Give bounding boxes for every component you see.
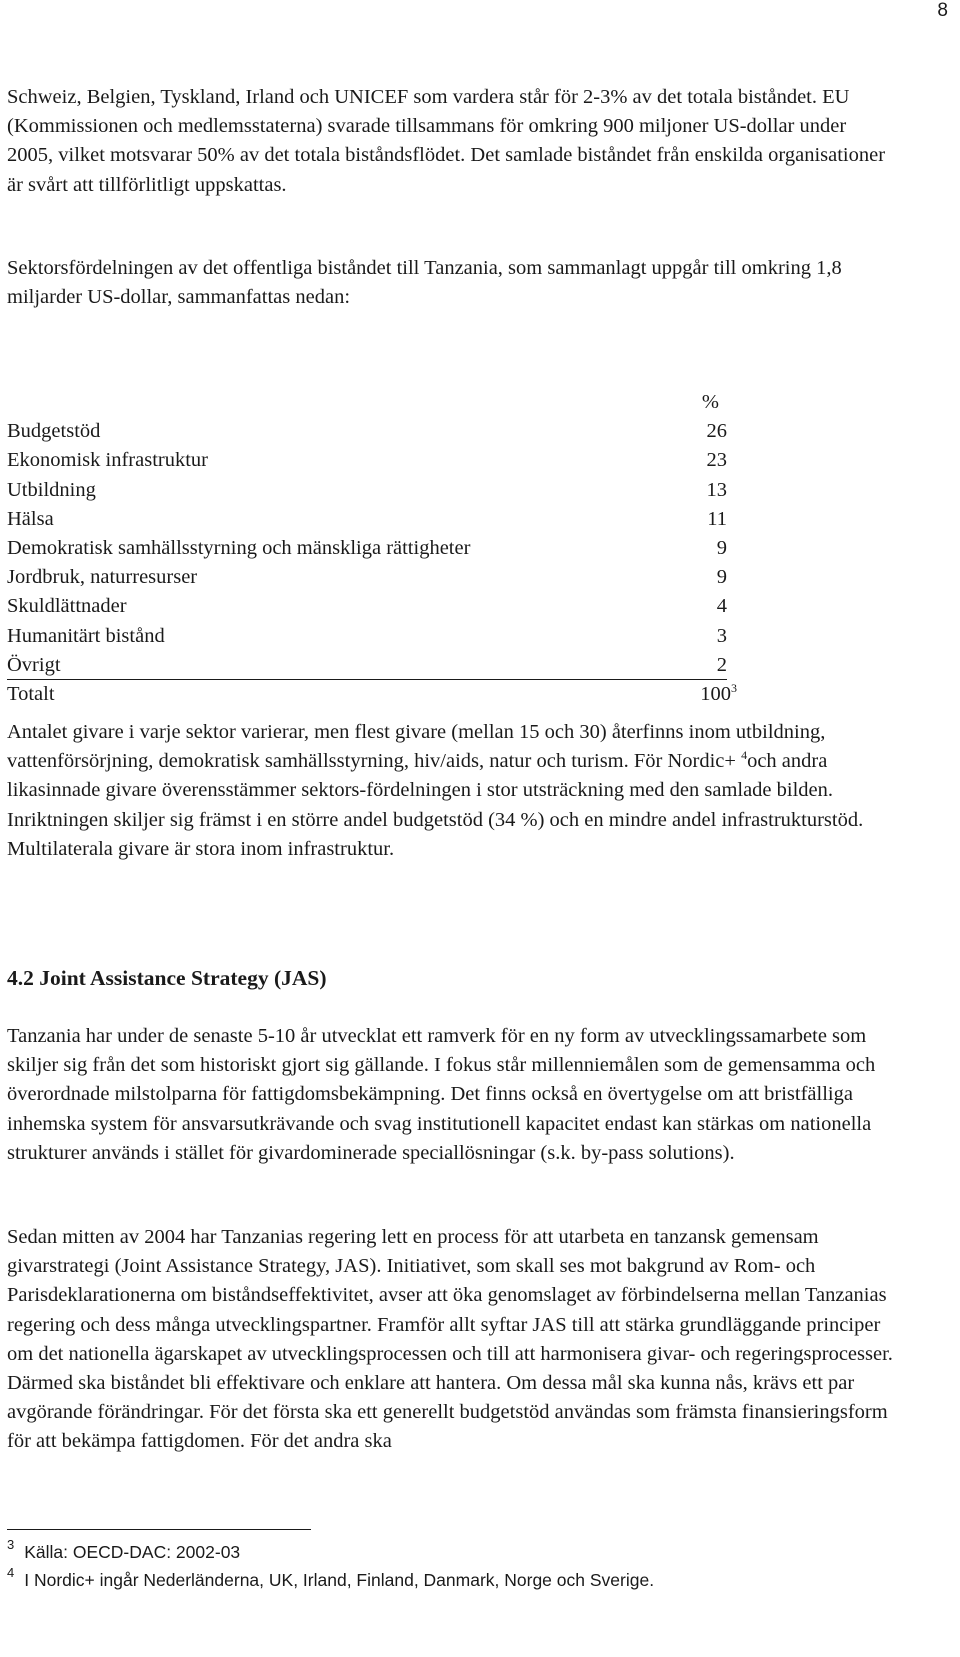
table-row (7, 476, 727, 505)
row-label: Humanitärt bistånd (7, 624, 165, 647)
paragraph-text: Antalet givare i varje sektor varierar, men flest givare (mellan 15 och 30) återfinns inom utbildning, vattenförsörjning, demokratisk samhällsstyrning, hiv/aids, natur och turism. För Nordic+ (7, 721, 826, 773)
row-value: 9 (716, 566, 727, 589)
table-row (7, 417, 727, 446)
footnote (7, 1537, 241, 1566)
page-number: 8 (937, 0, 948, 21)
row-label: Skuldlättnader (7, 595, 127, 618)
footnote-divider (7, 1529, 311, 1530)
table-row (7, 563, 727, 592)
row-label: Demokratisk samhällsstyrning och mänskliga rättigheter (7, 536, 471, 559)
table-total-row (7, 680, 737, 709)
paragraph-donor-shares: Schweiz, Belgien, Tyskland, Irland och UNICEF som vardera står för 2-3% av det totala biståndet. EU (Kommissionen och medlemsstaterna) svarade tillsammans för omkring 900 miljoner US-dollar under 2005, vilket motsvarar 50% av det totala biståndsflödet. Det samlade biståndet från enskilda organisationer är svårt att tillförlitligt uppskattas. (7, 86, 886, 196)
total-label: Totalt (7, 682, 55, 705)
row-label: Hälsa (7, 507, 54, 530)
row-label: Ekonomisk infrastruktur (7, 449, 208, 472)
footnote (7, 1565, 655, 1594)
paragraph-framework: Tanzania har under de senaste 5-10 år utvecklat ett ramverk för en ny form av utvecklingssamarbete som skiljer sig från det som historiskt gjort sig gällande. I fokus står millenniemålen som de gemensamma och överordnade milstolparna för fattigdomsbekämpning. Det finns också en övertygelse om att bristfälliga inhemska system för ansvarsutkrävande och svag institutionell kapacitet endast kan stärkas om nationella strukturer används i stället för givardominerade speciallösningar (s.k. by-pass solutions). (7, 1025, 876, 1164)
paragraph-jas-process: Sedan mitten av 2004 har Tanzanias regering lett en process för att utarbeta en tanzansk gemensam givarstrategi (Joint Assistance Strategy, JAS). Initiativet, som skall ses mot bakgrund av Rom- och Parisdeklarationerna om biståndseffektivitet, avser att öka genomslaget av förbindelserna mellan Tanzanias regering och dess många utvecklingspartner. Framför allt syftar JAS till att stärka grundläggande principer om det nationella ägarskapet av utvecklingsprocessen och till att harmonisera givar- och regeringsprocesser. Därmed ska biståndet bli effektivare och enklare att hantera. Om dessa mål ska kunna nås, krävs ett par avgörande förändringar. För det första ska ett generellt budgetstöd användas som främsta finansieringsform för att bekämpa fattigdomen. För det andra ska (7, 1226, 893, 1453)
table-row (7, 446, 727, 475)
table-row (7, 622, 727, 651)
footnote-text: I Nordic+ ingår Nederländerna, UK, Irland, Finland, Danmark, Norge och Sverige. (24, 1570, 655, 1590)
table-row (7, 534, 727, 563)
footnote-number: 3 (7, 1537, 15, 1552)
row-value: 13 (706, 478, 727, 501)
row-value: 4 (716, 595, 727, 618)
row-value: 11 (707, 507, 727, 530)
row-value: 9 (716, 536, 727, 559)
row-value: 3 (716, 624, 727, 647)
table-row (7, 651, 727, 680)
section-heading: 4.2 Joint Assistance Strategy (JAS) (7, 966, 327, 990)
row-value: 23 (706, 449, 727, 472)
footnote-ref: 3 (731, 681, 737, 696)
paragraph-text: och andra likasinnade givare överensstämmer sektors-fördelningen i stor utsträckning med den samlade bilden. Inriktningen skiljer sig främst i en större andel budgetstöd (34 %) och en mindre andel infrastrukturstöd. Multilaterala givare är stora inom infrastruktur. (7, 750, 864, 860)
row-label: Budgetstöd (7, 420, 101, 443)
paragraph-donor-variation (7, 718, 897, 864)
table-row (7, 592, 727, 621)
total-number: 100 (700, 682, 731, 705)
row-label: Jordbruk, naturresurser (7, 566, 198, 589)
footnote-ref: 4 (741, 748, 748, 763)
row-label: Övrigt (7, 653, 61, 676)
total-value (700, 680, 737, 709)
row-label: Utbildning (7, 478, 96, 501)
row-value: 26 (706, 420, 727, 443)
row-value: 2 (716, 653, 727, 676)
unit-header: % (701, 391, 719, 413)
table-row (7, 505, 727, 534)
paragraph-sector-intro: Sektorsfördelningen av det offentliga biståndet till Tanzania, som sammanlagt uppgår till omkring 1,8 miljarder US-dollar, sammanfattas nedan: (7, 257, 842, 309)
footnote-text: Källa: OECD-DAC: 2002-03 (24, 1542, 241, 1562)
table-header-row (7, 388, 727, 417)
sector-table (7, 388, 737, 709)
footnote-number: 4 (7, 1565, 15, 1580)
